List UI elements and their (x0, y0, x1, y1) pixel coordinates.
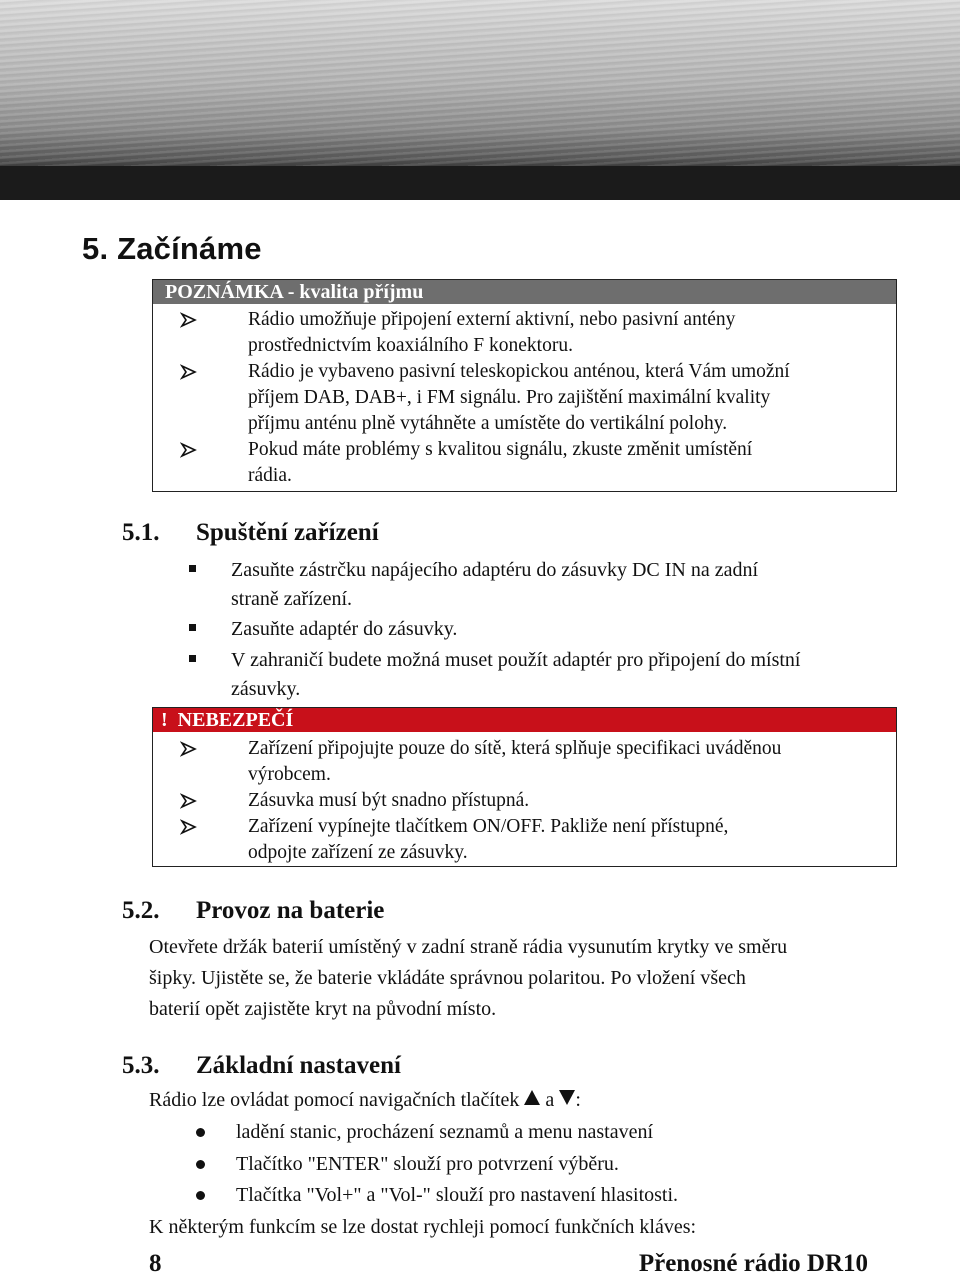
section-5-3-title: Základní nastavení (196, 1052, 401, 1079)
note-item-2-line-3: příjmu anténu plně vytáhněte a umístěte do vertikální polohy. (248, 413, 728, 434)
round-bullet-icon (196, 1128, 205, 1137)
arrowhead-bullet-icon (180, 788, 198, 814)
up-triangle-icon (524, 1090, 540, 1105)
s51-item-1 (231, 557, 758, 612)
note-item-2-line-1: Rádio je vybaveno pasivní teleskopickou anténou, která Vám umožní (248, 361, 790, 382)
note-item-2 (153, 359, 896, 437)
s53-outro: K některým funkcím se lze dostat rychleji pomocí funkčních kláves: (149, 1216, 697, 1238)
arrowhead-bullet-icon (180, 736, 198, 762)
arrowhead-bullet-icon (180, 307, 198, 333)
danger-item-2 (153, 788, 896, 814)
note-box (152, 279, 897, 492)
s52-line-2: šipky. Ujistěte se, že baterie vkládáte správnou polaritou. Po vložení všech (149, 967, 746, 989)
section-5-1-title: Spuštění zařízení (196, 519, 379, 546)
footer-page-number: 8 (149, 1250, 162, 1277)
danger-item-1-line-2: výrobcem. (248, 764, 331, 785)
s51-item-3-line-1: V zahraničí budete možná muset použít adaptér pro připojení do místní (231, 649, 801, 671)
note-item-3-line-2: rádia. (248, 465, 292, 486)
note-item-1 (153, 307, 896, 359)
arrowhead-bullet-icon (180, 814, 198, 840)
danger-title: NEBEZPEČÍ (177, 709, 294, 731)
down-triangle-icon (559, 1090, 575, 1105)
s51-item-3-line-2: zásuvky. (231, 678, 301, 700)
danger-item-2-line-1: Zásuvka musí být snadno přístupná. (248, 790, 530, 811)
note-item-1-line-1: Rádio umožňuje připojení externí aktivní, nebo pasivní antény (248, 309, 736, 330)
danger-item-3 (153, 814, 896, 866)
s53-intro-and: a (545, 1089, 555, 1111)
round-bullet-icon (196, 1160, 205, 1169)
square-bullet-icon (189, 565, 196, 572)
footer-title: Přenosné rádio DR10 (638, 1250, 868, 1277)
header-dark-strip (0, 166, 960, 200)
s51-item-3 (231, 647, 800, 702)
s51-item-2 (231, 616, 457, 642)
danger-item-1-line-1: Zařízení připojujte pouze do sítě, která splňuje specifikaci uváděnou (248, 738, 782, 759)
square-bullet-icon (189, 655, 196, 662)
section-5-number: 5. (82, 231, 109, 266)
s53-item-1: ladění stanic, procházení seznamů a menu nastavení (236, 1121, 654, 1143)
section-5-heading (82, 231, 262, 267)
note-item-3-line-1: Pokud máte problémy s kvalitou signálu, zkuste změnit umístění (248, 439, 753, 460)
round-bullet-icon (196, 1191, 205, 1200)
s53-intro-end: : (575, 1089, 581, 1111)
note-item-1-line-2: prostřednictvím koaxiálního F konektoru. (248, 335, 573, 356)
note-box-title: POZNÁMKA - kvalita příjmu (153, 280, 896, 304)
s52-line-1: Otevřete držák baterií umístěný v zadní straně rádia vysunutím krytky ve směru (149, 936, 788, 958)
section-5-1-number: 5.1. (122, 519, 160, 546)
s53-item-3: Tlačítka "Vol+" a "Vol-" slouží pro nastavení hlasitosti. (236, 1184, 679, 1206)
danger-item-3-line-1: Zařízení vypínejte tlačítkem ON/OFF. Pakliže není přístupné, (248, 816, 729, 837)
s52-paragraph (149, 932, 787, 1025)
s53-item-2: Tlačítko "ENTER" slouží pro potvrzení výběru. (236, 1153, 619, 1175)
section-5-title: Začínáme (117, 231, 262, 266)
danger-mark: ! (161, 709, 168, 731)
section-5-3-number: 5.3. (122, 1052, 160, 1079)
header-band (0, 0, 960, 200)
note-item-3 (153, 437, 896, 489)
arrowhead-bullet-icon (180, 437, 198, 463)
danger-box (152, 707, 897, 867)
s52-line-3: baterií opět zajistěte kryt na původní místo. (149, 998, 497, 1020)
s53-intro (149, 1087, 581, 1113)
arrowhead-bullet-icon (180, 359, 198, 385)
danger-item-3-line-2: odpojte zařízení ze zásuvky. (248, 842, 468, 863)
s53-intro-text: Rádio lze ovládat pomocí navigačních tlačítek (149, 1089, 520, 1111)
s51-item-2-line-1: Zasuňte adaptér do zásuvky. (231, 618, 458, 640)
s51-item-1-line-1: Zasuňte zástrčku napájecího adaptéru do zásuvky DC IN na zadní (231, 559, 759, 581)
s51-item-1-line-2: straně zařízení. (231, 588, 353, 610)
square-bullet-icon (189, 624, 196, 631)
danger-item-1 (153, 736, 896, 788)
section-5-2-title: Provoz na baterie (196, 897, 385, 924)
note-item-2-line-2: příjem DAB, DAB+, i FM signálu. Pro zajištění maximální kvality (248, 387, 771, 408)
section-5-2-number: 5.2. (122, 897, 160, 924)
danger-box-title (153, 708, 896, 732)
